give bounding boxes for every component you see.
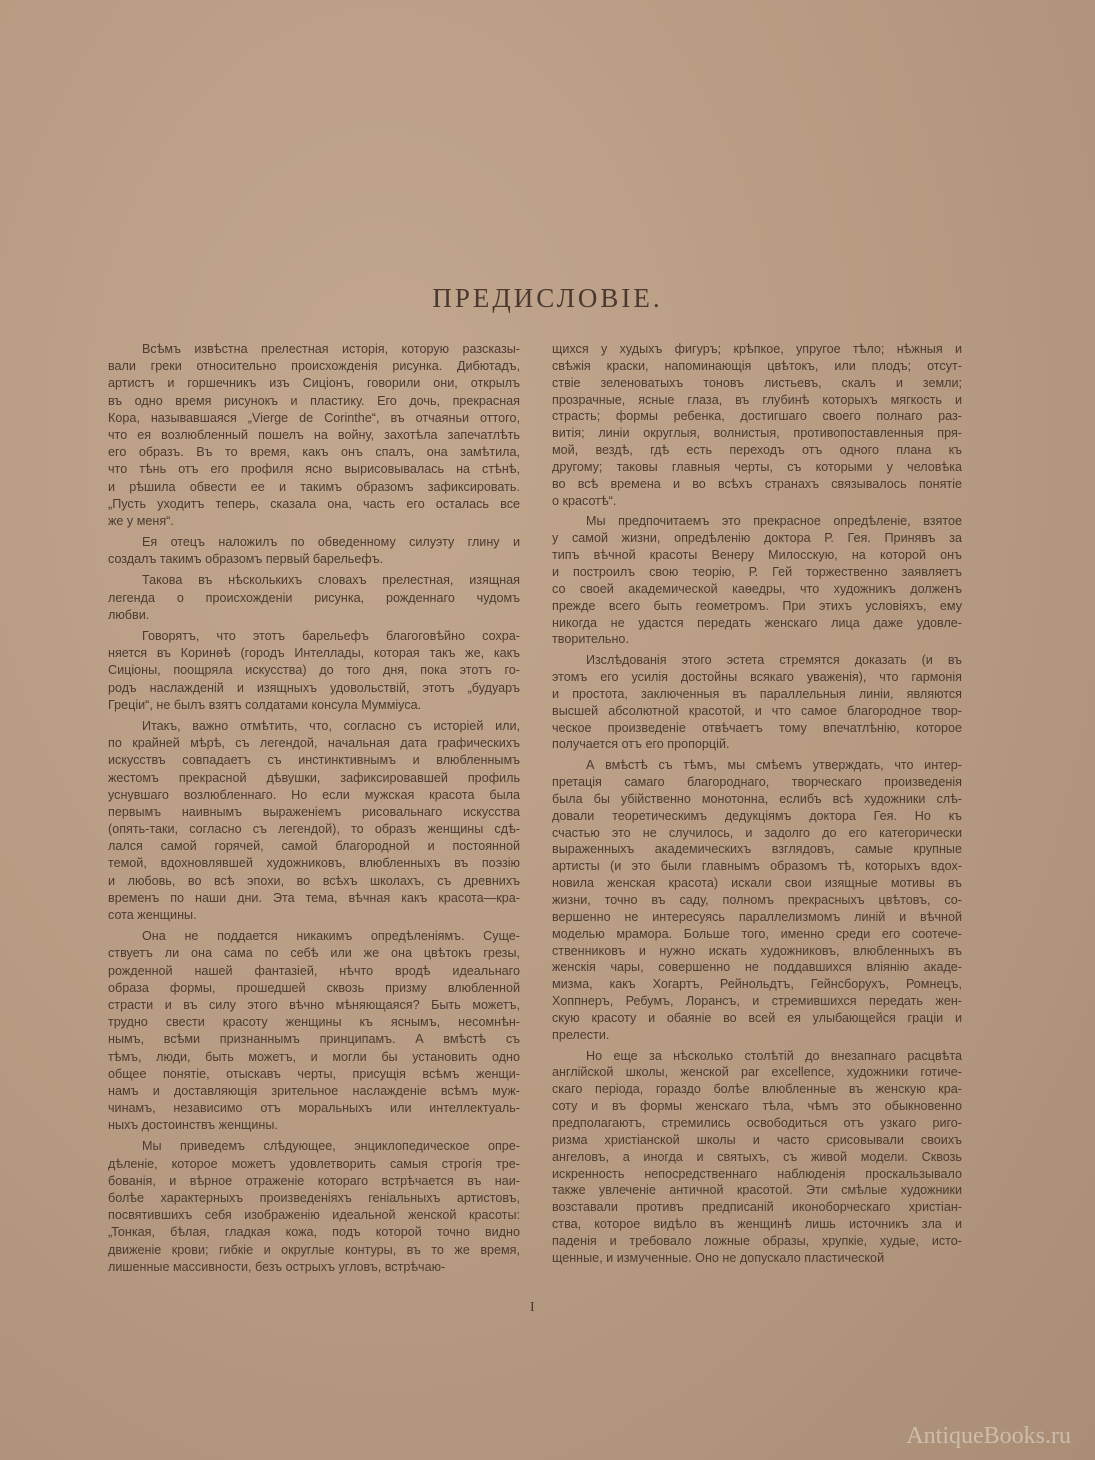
text-line: прежде всего быть геометромъ. При этихъ условіяхъ, ему [552, 598, 962, 613]
text-line: ризма христіанской школы и часто срисовывали своихъ [552, 1132, 962, 1147]
text-line: женскія чары, совершенно не поддавшихся вліянію акаде- [552, 960, 962, 975]
left-column [108, 341, 520, 1280]
text-line: общее понятіе, отыскавъ черты, присущія всѣмъ женщи- [108, 1066, 520, 1081]
paragraph [108, 928, 520, 1134]
text-line: движеніе крови; гибкіе и округлые контуры, въ то же время, [108, 1242, 520, 1257]
text-line: витія; линіи округлыя, волнистыя, противопоставленныя пря- [552, 426, 962, 441]
text-line: ныхъ достоинствъ женщины. [108, 1118, 278, 1133]
text-line: артисты (и это были главнымъ образомъ тѣ, которыхъ вдох- [552, 859, 962, 874]
text-line: выраженныхъ академическихъ взглядовъ, самые крупные [552, 842, 962, 857]
text-line: артистъ и горшечникъ изъ Сиціонъ, говорили они, открылъ [108, 376, 520, 391]
text-line: родъ наслажденій и изящныхъ удовольствій, этотъ „будуаръ [108, 680, 520, 695]
paragraph [552, 513, 962, 648]
text-line: въ одно время рисунокъ и пластику. Его дочь, прекрасная [108, 393, 520, 408]
text-line: Она не поддается никакимъ опредѣленіямъ. Суще- [142, 929, 520, 944]
text-line: страсти и въ силу этого вѣчно мѣняющаяся? Быть можетъ, [108, 997, 520, 1012]
text-line: мой, вездѣ, гдѣ есть переходъ отъ одного плана къ [552, 443, 962, 458]
text-line: этомъ его усилія достойны всякаго уваженія), что гармонія [552, 670, 962, 685]
text-line: няется въ Коринѳѣ (городъ Интеллады, которая такъ же, какъ [108, 646, 520, 661]
text-line: довали теоретическимъ дедукціямъ доктора Гея. Но къ [552, 808, 962, 823]
text-line: никогда не удастся передать женскаго лица даже удовле- [552, 615, 962, 630]
text-line: Итакъ, важно отмѣтить, что, согласно съ исторіей или, [142, 718, 520, 733]
right-column [552, 341, 962, 1271]
text-line: же у меня“. [108, 513, 174, 528]
paragraph [552, 757, 962, 1043]
text-line: Ея отецъ наложилъ по обведенному силуэту глину и [142, 535, 520, 550]
text-line: страсть; формы ребенка, достигшаго своего полнаго раз- [552, 409, 962, 424]
text-line: первымъ наивнымъ выраженіемъ рисовальнаго искусства [108, 804, 520, 819]
text-line: лался самой горячей, самой благородной и постоянной [108, 839, 520, 854]
text-line: намъ и доставляющія зрительное наслажденіе всѣмъ муж- [108, 1083, 520, 1098]
text-line: Говорятъ, что этотъ барельефъ благоговѣйно сохра- [142, 629, 520, 643]
text-line: свѣжія краски, напоминающія цвѣтокъ, или плодъ; отсут- [552, 358, 962, 373]
text-line: вали греки относительно происхожденія рисунка. Дибютадъ, [108, 359, 520, 374]
paragraph [108, 341, 520, 530]
text-line: (опять-таки, согласно съ легендой), то образъ женщины сдѣ- [108, 822, 520, 837]
text-line: его образъ. Въ то время, какъ онъ спалъ, она замѣтила, [108, 445, 520, 460]
text-line: ственниковъ и нужно искать художниковъ, влюбленныхъ въ [552, 943, 962, 958]
text-line: и построилъ свою теорію, Р. Гей торжественно заявляетъ [552, 564, 962, 579]
text-line: высшей абсолютной красотой, и что самое благородное твор- [552, 703, 962, 718]
text-line: паденія и требовало ложные образы, хрупкіе, худые, исто- [552, 1233, 962, 1248]
text-line: прелести. [552, 1027, 610, 1042]
text-line: и любовь, во всѣ эпохи, во всѣхъ школахъ, съ древнихъ [108, 873, 520, 888]
text-line: легенда о происхожденіи рисунка, рожденнаго чудомъ [108, 590, 520, 605]
text-line: моделью мрамора. Больше того, именно среди его соотече- [552, 926, 962, 941]
text-line: ствіе зеленоватыхъ тоновъ листьевъ, скалъ и земли; [552, 375, 962, 390]
text-line: образа формы, прошедшей сквозь призму влюбленной [108, 980, 520, 995]
text-line: ства, которое видѣло въ женщинѣ лишь источникъ зла и [552, 1217, 962, 1232]
text-line: уснувшаго возлюбленнаго. Но если мужская красота была [108, 787, 520, 802]
text-line: „Тонкая, бѣлая, гладкая кожа, подъ которой точно видно [108, 1225, 520, 1240]
text-line: что ея возлюбленный пошелъ на войну, захотѣла запечатлѣть [108, 427, 520, 442]
text-line: искренность непосредственнаго наблюденія проскальзывало [552, 1166, 962, 1181]
text-line: дѣленіе, которое можетъ удовлетворить самыя строгія тре- [108, 1156, 520, 1171]
page-title: ПРЕДИСЛОВІЕ. [432, 283, 663, 313]
text-line: что тѣнь отъ его профиля ясно вырисовывалась на стѣнѣ, [108, 462, 520, 477]
text-line: „Пусть уходитъ теперь, сказала она, часть его осталась все [108, 496, 520, 511]
text-line: посвятившихъ себя изображенію идеальной женской красоты: [108, 1208, 520, 1223]
text-line: Мы предпочитаемъ это прекрасное опредѣленіе, взятое [586, 514, 962, 529]
text-line: вершенно не интересуясь параллелизмомъ линій и вѣчной [552, 909, 962, 924]
text-line: сота женщины. [108, 908, 197, 922]
text-line: А вмѣстѣ съ тѣмъ, мы смѣемъ утверждать, что интер- [586, 758, 962, 773]
text-line: Греціи“, не былъ взятъ солдатами консула Мумміуса. [108, 697, 422, 712]
text-line: болѣе характерныхъ произведеніяхъ геніальныхъ артистовъ, [108, 1191, 520, 1205]
text-line: соту и въ формы женскаго тѣла, чѣмъ это обыкновенно [552, 1099, 962, 1114]
text-line: претація самаго благороднаго, творческаго произведенія [552, 775, 962, 790]
text-line: Хоппнеръ, Ребумъ, Лорансъ, и стремившихся передать жен- [552, 994, 962, 1009]
text-line: любви. [108, 607, 150, 622]
text-line: и простота, заключенныя въ параллельныя линіи, являются [552, 686, 962, 701]
text-line: Мы приведемъ слѣдующее, энциклопедическое опре- [142, 1139, 520, 1154]
text-line: прозрачные, ясные глаза, въ глубинѣ которыхъ мягкость и [552, 392, 962, 407]
text-line: о красотѣ“. [552, 493, 617, 508]
text-line: Но еще за нѣсколько столѣтій до внезапнаго расцвѣта [586, 1048, 962, 1063]
text-line: искусствъ совпадаетъ съ инстинктивнымъ и влюбленнымъ [108, 753, 520, 768]
paragraph [108, 628, 520, 714]
text-line: лишенные массивности, безъ острыхъ угловъ, встрѣчаю- [108, 1259, 446, 1274]
paragraph [552, 341, 962, 509]
text-line: тѣмъ, люди, быть можетъ, и могли бы установить одно [108, 1049, 520, 1064]
text-line: англійской школы, женской par excellence, художники готиче- [552, 1065, 962, 1080]
text-line: была бы убійственно монотонна, еслибъ всѣ художники слѣ- [552, 791, 962, 806]
text-line: и рѣшила обвести ее и такимъ образомъ зафиксировать. [108, 479, 520, 494]
text-line: трудно свести красоту женщины къ яснымъ, несомнѣн- [108, 1015, 520, 1030]
text-line: создалъ такимъ образомъ первый барельефъ. [108, 552, 384, 567]
paragraph [108, 572, 520, 624]
text-line: во всѣ времена и во всѣхъ странахъ связывалось понятіе [552, 476, 962, 491]
text-line: получается отъ его пропорцій. [552, 737, 730, 752]
text-line: жестомъ прекрасной дѣвушки, зафиксировавшей профиль [108, 770, 520, 785]
text-line: новила женская красота) искали свои изящные мотивы въ [552, 876, 962, 891]
text-line: другому; таковы главныя черты, съ которыми у человѣка [552, 459, 962, 474]
text-line: Кора, называвшаяся „Vierge de Corinthe“, въ отчаяньи оттого, [108, 410, 520, 425]
paragraph [108, 534, 520, 568]
text-line: ангеловъ, а иногда и святыхъ, съ живой модели. Сквозь [552, 1149, 962, 1164]
text-line: бованія, и вѣрное отраженіе котораго встрѣчается въ наи- [108, 1173, 520, 1188]
text-line: по крайней мѣрѣ, съ легендой, начальная дата графическихъ [108, 736, 520, 751]
text-line: Сиціоны, поощряла искусства) до того дня, пока этотъ го- [108, 663, 520, 678]
page-number: I [530, 1300, 535, 1315]
text-line: темой, вдохновлявшей художниковъ, влюбленныхъ въ поэзію [108, 856, 520, 871]
text-line: ствуетъ ли она сама по себѣ или же она цвѣтокъ грезы, [108, 946, 520, 961]
text-line: предполагаютъ, стремились освободиться отъ узкаго риго- [552, 1115, 962, 1130]
text-line: Такова въ нѣсколькихъ словахъ прелестная, изящная [142, 573, 520, 588]
text-line: скаго періода, гораздо болѣе влюбленные въ женскую кра- [552, 1082, 962, 1097]
text-line: Изслѣдованія этого эстета стремятся доказать (и въ [586, 653, 962, 668]
text-line: Всѣмъ извѣстна прелестная исторія, которую разсказы- [142, 342, 520, 356]
text-line: скую красоту и обаяніе во всей ея улыбающейся граціи и [552, 1010, 962, 1025]
text-line: у самой жизни, опредѣленію доктора Р. Гея. Принявъ за [552, 531, 962, 546]
paragraph [552, 652, 962, 753]
text-line: жизни, точно въ саду, полномъ прекрасныхъ цвѣтовъ, со- [552, 893, 962, 907]
text-line: рожденной нашей фантазіей, нѣчто вродѣ идеальнаго [108, 963, 520, 978]
text-line: со своей академической каѳедры, что художникъ долженъ [552, 581, 962, 596]
text-line: нымъ, всѣми признаннымъ принципамъ. А вмѣстѣ съ [108, 1032, 520, 1047]
text-line: типъ вѣчной красоты Венеру Милосскую, на которой онъ [552, 548, 962, 563]
text-line: возставали противъ предписаній иконоборческаго христіан- [552, 1200, 962, 1215]
watermark: AntiqueBooks.ru [906, 1423, 1071, 1449]
text-line: мизма, какъ Хогартъ, Рейнольдтъ, Гейнсборухъ, Ромнецъ, [552, 977, 962, 992]
paragraph [108, 718, 520, 924]
text-line: счастью это не случилось, и задолго до его категорически [552, 825, 962, 840]
text-line: временъ по наши дни. Эта тема, вѣчная какъ красота—кра- [108, 890, 520, 905]
text-line: также увлеченіе античной красотой. Эти смѣлые художники [552, 1183, 962, 1198]
paragraph [552, 1048, 962, 1267]
text-line: творительно. [552, 632, 629, 647]
text-line: чинамъ, независимо отъ моральныхъ или интеллектуаль- [108, 1101, 520, 1116]
paragraph [108, 1138, 520, 1276]
text-line: щихся у худыхъ фигуръ; крѣпкое, упругое тѣло; нѣжныя и [552, 342, 962, 356]
text-line: щенные, и измученные. Оно не допускало пластической [552, 1250, 885, 1265]
text-line: ческое произведеніе отвѣчаетъ тому впечатлѣнію, которое [552, 720, 962, 735]
